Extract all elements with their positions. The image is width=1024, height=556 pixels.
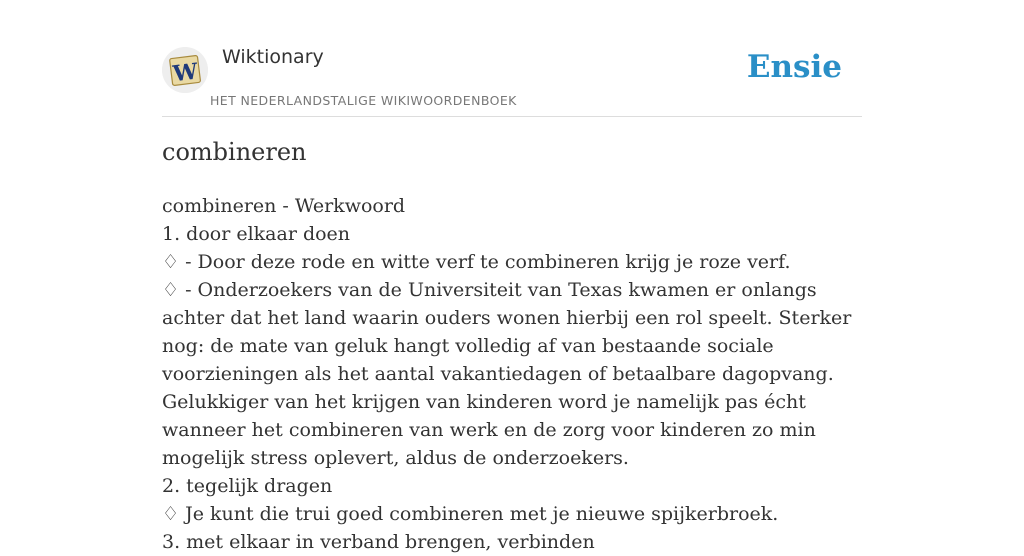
ensie-brand-link[interactable]: Ensie	[746, 49, 842, 85]
definition-body	[162, 192, 862, 556]
svg-text:W: W	[171, 58, 200, 88]
definition-1: 1. door elkaar doen	[162, 223, 351, 245]
site-header	[162, 0, 862, 117]
example-2: ♢ Je kunt die trui goed combineren met je nieuwe spijkerbroek.	[162, 503, 779, 525]
example-1a: ♢ - Door deze rode en witte verf te combineren krijg je roze verf.	[162, 251, 791, 273]
word-type-line: combineren - Werkwoord	[162, 195, 406, 217]
site-subtitle: HET NEDERLANDSTALIGE WIKIWOORDENBOEK	[210, 93, 517, 108]
wiktionary-logo-icon[interactable]	[162, 47, 208, 93]
definition-2: 2. tegelijk dragen	[162, 475, 333, 497]
example-1b: ♢ - Onderzoekers van de Universiteit van Texas kwamen er onlangs achter dat het land waarin ouders wonen hierbij een rol speelt. Sterker nog: de mate van geluk hangt volledig af van bestaande sociale voorzieningen als het aantal vakantiedagen of betaalbare dagopvang. Gelukkiger van het krijgen van kinderen word je namelijk pas écht wanneer het combineren van werk en de zorg voor kinderen zo min mogelijk stress oplevert, aldus de onderzoekers.	[162, 279, 852, 469]
definition-3: 3. met elkaar in verband brengen, verbinden	[162, 531, 595, 553]
page	[162, 0, 862, 553]
site-title[interactable]: Wiktionary	[222, 46, 324, 68]
page-title: combineren	[162, 138, 307, 166]
